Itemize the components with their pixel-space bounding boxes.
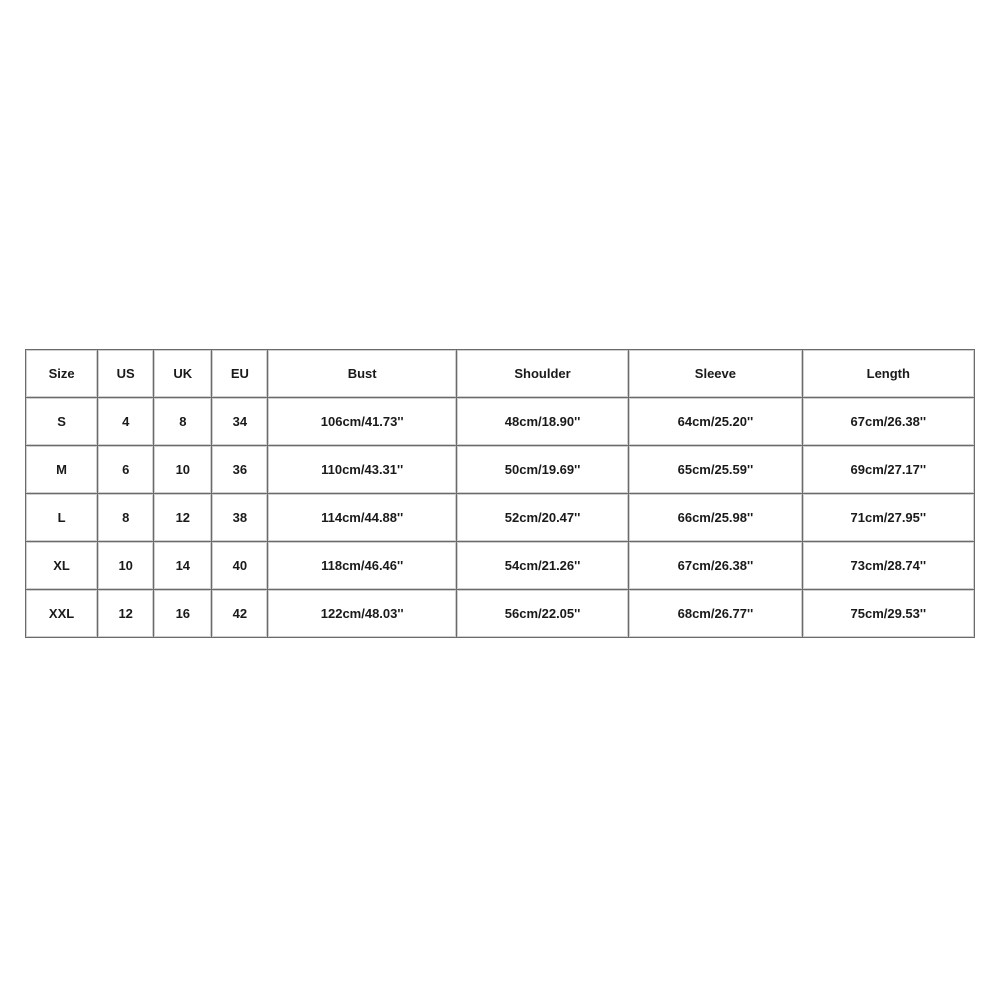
table-cell: 8 (98, 494, 154, 542)
table-cell: 8 (154, 398, 212, 446)
table-cell: 54cm/21.26'' (456, 542, 628, 590)
table-cell: 12 (98, 590, 154, 638)
table-row (26, 590, 975, 638)
header-row (26, 350, 975, 398)
table-row (26, 494, 975, 542)
table-cell: 42 (212, 590, 268, 638)
table-cell: S (26, 398, 98, 446)
table-cell: M (26, 446, 98, 494)
table-cell: XXL (26, 590, 98, 638)
table-cell: 67cm/26.38'' (629, 542, 802, 590)
table-cell: 38 (212, 494, 268, 542)
table-cell: 75cm/29.53'' (802, 590, 974, 638)
table-row (26, 542, 975, 590)
header-cell-length: Length (802, 350, 974, 398)
table-cell: 65cm/25.59'' (629, 446, 802, 494)
table-cell: 69cm/27.17'' (802, 446, 974, 494)
table-cell: 68cm/26.77'' (629, 590, 802, 638)
table-cell: 36 (212, 446, 268, 494)
table-cell: 48cm/18.90'' (456, 398, 628, 446)
header-cell-sleeve: Sleeve (629, 350, 802, 398)
table-cell: 52cm/20.47'' (456, 494, 628, 542)
table-cell: 16 (154, 590, 212, 638)
header-cell-size: Size (26, 350, 98, 398)
table-cell: 73cm/28.74'' (802, 542, 974, 590)
table-cell: 66cm/25.98'' (629, 494, 802, 542)
table-row (26, 446, 975, 494)
table-cell: 6 (98, 446, 154, 494)
header-cell-eu: EU (212, 350, 268, 398)
table-cell: L (26, 494, 98, 542)
table-cell: XL (26, 542, 98, 590)
table-cell: 40 (212, 542, 268, 590)
header-cell-us: US (98, 350, 154, 398)
table-cell: 67cm/26.38'' (802, 398, 974, 446)
header-cell-uk: UK (154, 350, 212, 398)
header-cell-bust: Bust (268, 350, 456, 398)
table-cell: 122cm/48.03'' (268, 590, 456, 638)
table-cell: 34 (212, 398, 268, 446)
table-row (26, 398, 975, 446)
table-cell: 118cm/46.46'' (268, 542, 456, 590)
size-chart-table (25, 349, 975, 638)
table-cell: 14 (154, 542, 212, 590)
table-cell: 12 (154, 494, 212, 542)
table-cell: 10 (154, 446, 212, 494)
table-cell: 4 (98, 398, 154, 446)
table-cell: 64cm/25.20'' (629, 398, 802, 446)
table-cell: 110cm/43.31'' (268, 446, 456, 494)
table-cell: 114cm/44.88'' (268, 494, 456, 542)
table-cell: 106cm/41.73'' (268, 398, 456, 446)
table-cell: 56cm/22.05'' (456, 590, 628, 638)
header-cell-shoulder: Shoulder (456, 350, 628, 398)
table-cell: 10 (98, 542, 154, 590)
table-cell: 71cm/27.95'' (802, 494, 974, 542)
table-cell: 50cm/19.69'' (456, 446, 628, 494)
